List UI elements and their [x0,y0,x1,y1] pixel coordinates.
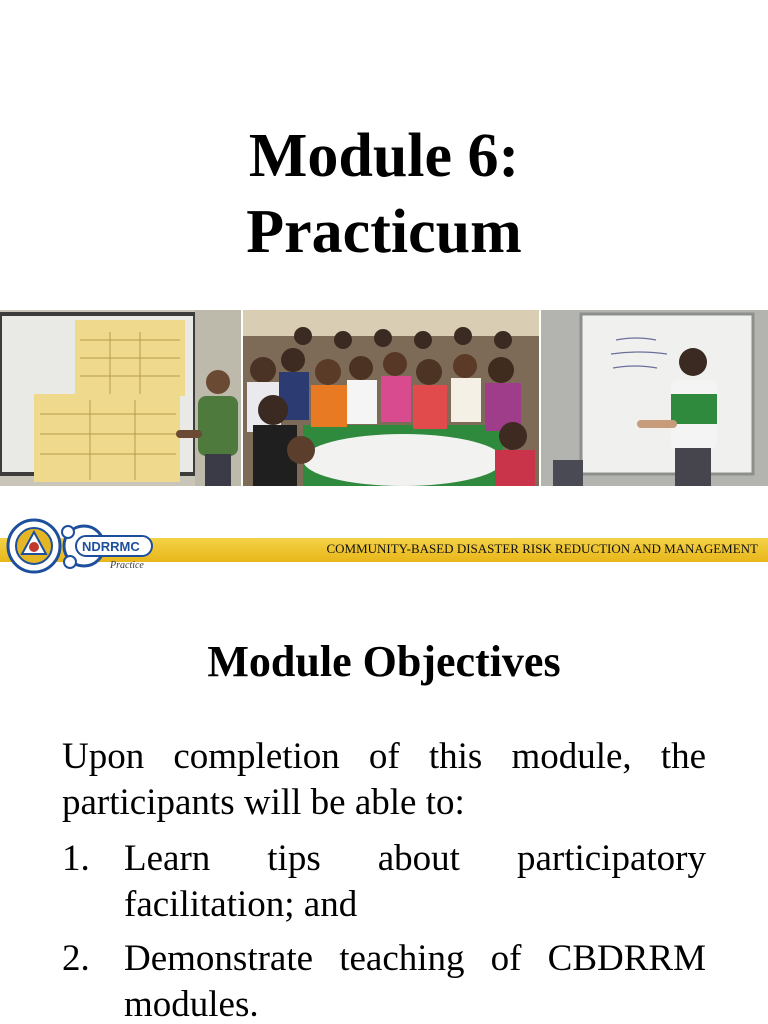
objective-text: Learn tips about participatory facilitation; and [124,838,706,925]
objective-number: 1. [62,838,90,879]
ocd-seal-icon [6,516,154,574]
objectives-list [62,836,706,1024]
footer-banner-text: COMMUNITY-BASED DISASTER RISK REDUCTION AND MANAGEMENT [326,541,758,556]
objectives-heading: Module Objectives [207,637,561,686]
svg-text:NDRRMC: NDRRMC [82,539,140,554]
objective-number: 2. [62,938,90,979]
photo-participants [243,310,539,486]
objective-item [62,836,706,928]
photo-strip [0,310,768,486]
title-line-1: Module 6: [248,122,520,190]
slide-title [0,118,768,270]
svg-text:Practice: Practice [110,560,144,571]
objective-item [62,936,706,1024]
objectives-intro: Upon completion of this module, the participants will be able to: [62,736,706,823]
photo-speaker [541,310,768,486]
objectives-slide [0,576,768,1024]
logo-group [6,516,154,574]
title-line-2: Practicum [246,198,522,266]
photo-flipcharts [0,310,241,486]
objective-text: Demonstrate teaching of CBDRRM modules. [124,938,706,1024]
